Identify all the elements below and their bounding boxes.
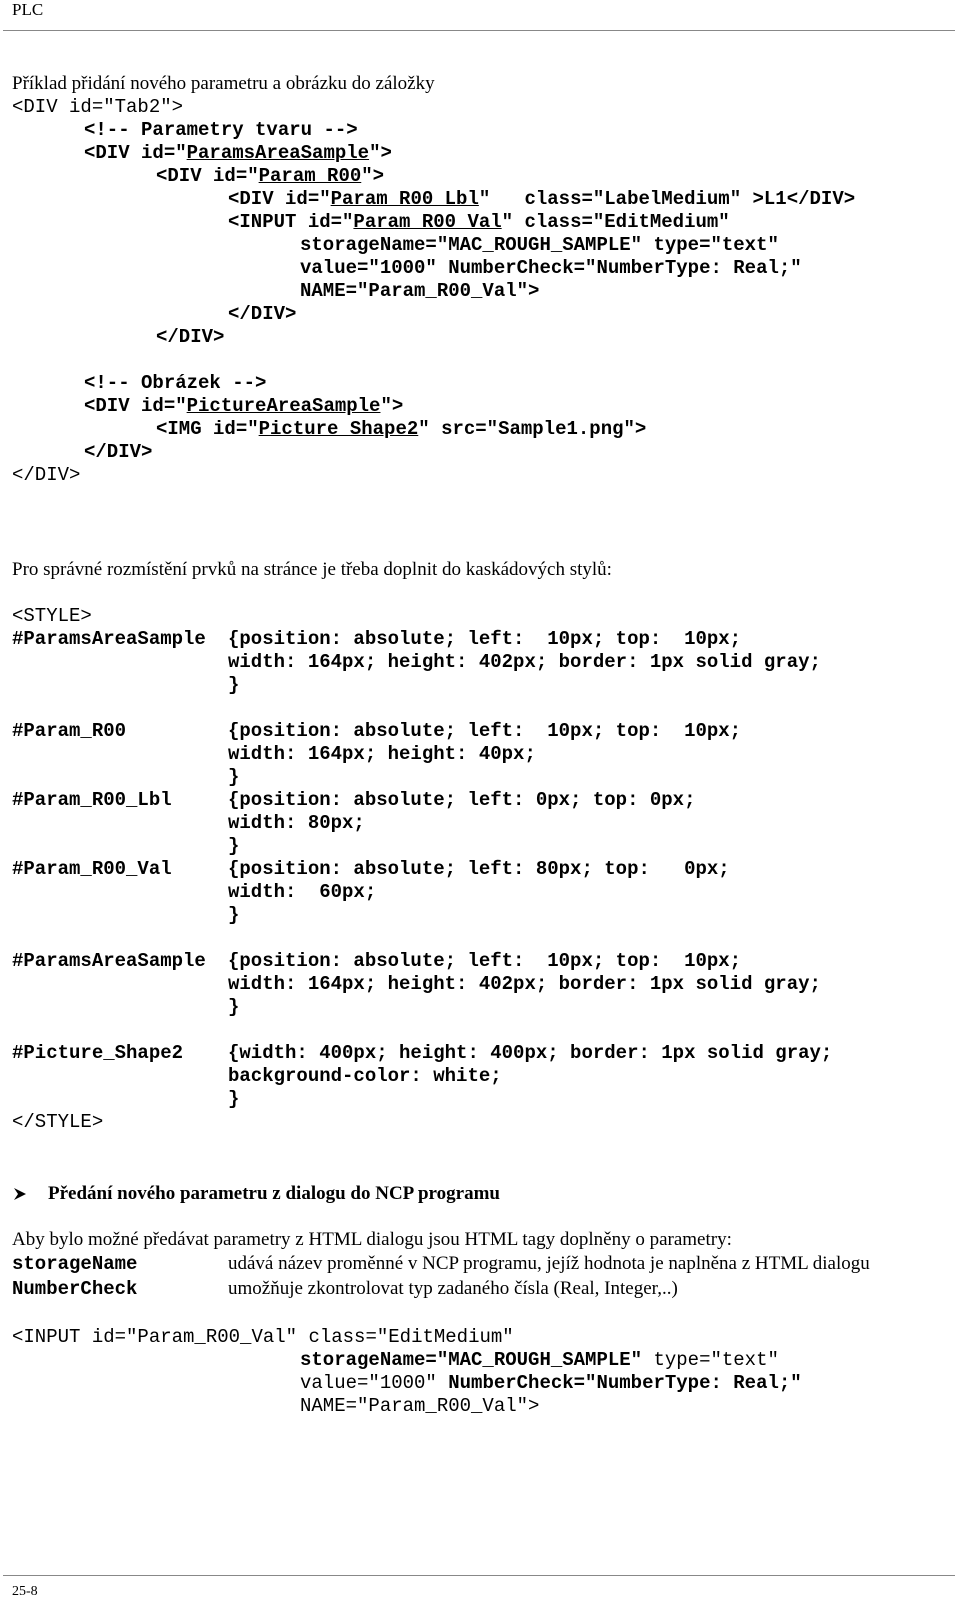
param-name: storageName <box>12 1253 138 1275</box>
code-line: <!-- Parametry tvaru --> <box>84 119 358 141</box>
css-rule-line: width: 164px; height: 402px; border: 1px solid gray; <box>228 973 821 995</box>
css-selector: #ParamsAreaSample <box>12 628 206 650</box>
css-selector: #Param_R00_Val <box>12 858 172 880</box>
code-line: </DIV> <box>84 441 153 463</box>
code-line: <DIV id="PictureAreaSample"> <box>84 395 404 417</box>
css-rule-line: width: 164px; height: 402px; border: 1px solid gray; <box>228 651 821 673</box>
css-rule-line: background-color: white; <box>228 1065 502 1087</box>
code-line: storageName="MAC_ROUGH_SAMPLE" type="text" <box>300 234 779 256</box>
section-heading: Předání nového parametru z dialogu do NCP programu <box>48 1183 500 1204</box>
code-line: NAME="Param_R00_Val"> <box>300 280 540 302</box>
page-number: 25-8 <box>12 1584 38 1599</box>
css-rule-line: width: 60px; <box>228 881 377 903</box>
param-name: NumberCheck <box>12 1278 138 1300</box>
arrowhead-right-icon <box>12 1186 28 1202</box>
css-rule-line: width: 164px; height: 40px; <box>228 743 536 765</box>
css-rule-line: {position: absolute; left: 10px; top: 10px; <box>228 628 742 650</box>
code-line: NAME="Param_R00_Val"> <box>300 1395 540 1417</box>
header-rule <box>3 30 955 31</box>
code-line: <DIV id="Param_R00_Lbl" class="LabelMedium" >L1</DIV> <box>228 188 856 210</box>
code-line: <STYLE> <box>12 605 92 627</box>
code-line: </STYLE> <box>12 1111 104 1133</box>
style-intro-text: Pro správné rozmístění prvků na stránce je třeba doplnit do kaskádových stylů: <box>12 559 612 580</box>
css-rule-line: {position: absolute; left: 0px; top: 0px; <box>228 789 696 811</box>
code-line: storageName="MAC_ROUGH_SAMPLE" type="text" <box>300 1349 779 1371</box>
code-line: <INPUT id="Param_R00_Val" class="EditMedium" <box>12 1326 514 1348</box>
css-rule-line: {width: 400px; height: 400px; border: 1px solid gray; <box>228 1042 833 1064</box>
css-selector: #ParamsAreaSample <box>12 950 206 972</box>
css-rule-line: width: 80px; <box>228 812 365 834</box>
footer-rule <box>3 1575 955 1576</box>
code-line: <DIV id="ParamsAreaSample"> <box>84 142 392 164</box>
code-line: <IMG id="Picture_Shape2" src="Sample1.png"> <box>156 418 647 440</box>
css-rule-line: } <box>228 904 240 926</box>
css-rule-line: } <box>228 766 240 788</box>
css-rule-line: } <box>228 1088 240 1110</box>
code-line: </DIV> <box>12 464 81 486</box>
header-title: PLC <box>12 0 44 19</box>
css-selector: #Picture_Shape2 <box>12 1042 184 1064</box>
css-rule-line: {position: absolute; left: 10px; top: 10px; <box>228 720 742 742</box>
code-line: <INPUT id="Param_R00_Val" class="EditMedium" <box>228 211 730 233</box>
code-line: <DIV id="Tab2"> <box>12 96 184 118</box>
code-line: <DIV id="Param_R00"> <box>156 165 385 187</box>
code-line: value="1000" NumberCheck="NumberType: Real;" <box>300 257 802 279</box>
css-selector: #Param_R00 <box>12 720 127 742</box>
css-rule-line: } <box>228 674 240 696</box>
params-intro-text: Aby bylo možné předávat parametry z HTML dialogu jsou HTML tagy doplněny o parametry: <box>12 1229 732 1250</box>
code-line: </DIV> <box>228 303 297 325</box>
css-rule-line: } <box>228 835 240 857</box>
code-line: value="1000" NumberCheck="NumberType: Real;" <box>300 1372 802 1394</box>
css-selector: #Param_R00_Lbl <box>12 789 172 811</box>
param-description: udává název proměnné v NCP programu, jejíž hodnota je naplněna z HTML dialogu <box>228 1253 870 1274</box>
css-rule-line: {position: absolute; left: 80px; top: 0px; <box>228 858 730 880</box>
param-description: umožňuje zkontrolovat typ zadaného čísla (Real, Integer,..) <box>228 1278 678 1299</box>
css-rule-line: {position: absolute; left: 10px; top: 10px; <box>228 950 742 972</box>
code-line: </DIV> <box>156 326 225 348</box>
css-rule-line: } <box>228 996 240 1018</box>
code-line: <!-- Obrázek --> <box>84 372 267 394</box>
intro-text: Příklad přidání nového parametru a obrázku do záložky <box>12 73 435 94</box>
